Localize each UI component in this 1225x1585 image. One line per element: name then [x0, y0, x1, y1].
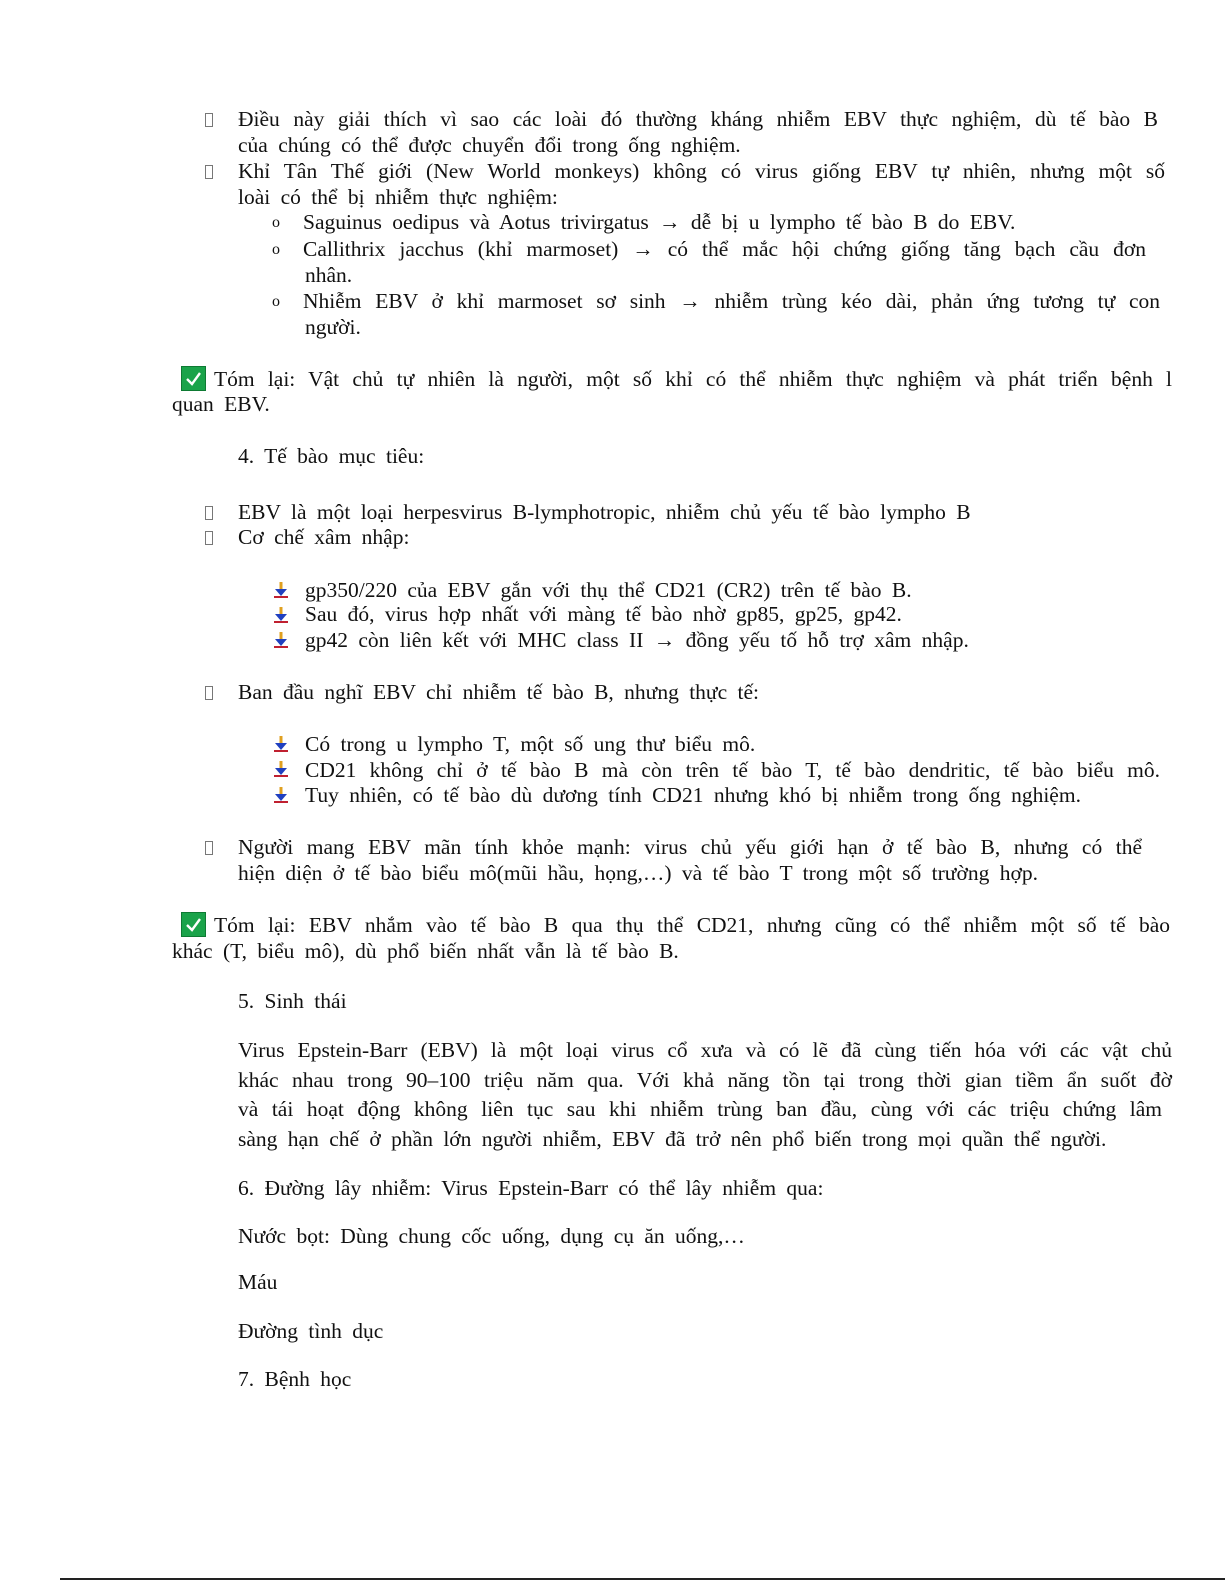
square-bullet-icon: [205, 841, 213, 855]
sub-bullet-text: Callithrix jacchus (khỉ marmoset) → có thể mắc hội chứng giống tăng bạch cầu đơn: [303, 237, 1146, 261]
arrow-bullet-icon: [272, 631, 290, 649]
section-heading: 6. Đường lây nhiễm: Virus Epstein-Barr có thể lây nhiễm qua:: [238, 1176, 824, 1200]
bullet-text: Ban đầu nghĩ EBV chỉ nhiễm tế bào B, nhưng thực tế:: [238, 680, 759, 704]
bullet-text: hiện diện ở tế bào biểu mô(mũi hầu, họng,…) và tế bào T trong một số trường hợp.: [238, 861, 1038, 885]
sub-bullet-text: người.: [305, 315, 361, 339]
summary-text: Tóm lại: Vật chủ tự nhiên là người, một số khỉ có thể nhiễm thực nghiệm và phát triển bệnh l: [214, 367, 1172, 391]
arrow-bullet-icon: [272, 606, 290, 624]
summary-text: Tóm lại: EBV nhắm vào tế bào B qua thụ thể CD21, nhưng cũng có thể nhiễm một số tế bào: [214, 913, 1170, 937]
route-item: Đường tình dục: [238, 1319, 384, 1343]
paragraph-line: Virus Epstein-Barr (EBV) là một loại virus cổ xưa và có lẽ đã cùng tiến hóa với các vật chủ: [238, 1038, 1172, 1062]
bullet-text: EBV là một loại herpesvirus B-lymphotropic, nhiễm chủ yếu tế bào lympho B: [238, 500, 971, 524]
route-item: Máu: [238, 1270, 278, 1294]
arrow-bullet-icon: [272, 581, 290, 599]
green-check-icon: [181, 366, 206, 391]
summary-text: quan EBV.: [172, 392, 270, 416]
square-bullet-icon: [205, 686, 213, 700]
section-heading: 5. Sinh thái: [238, 989, 347, 1013]
sub-bullet-text: Saguinus oedipus và Aotus trivirgatus → dễ bị u lympho tế bào B do EBV.: [303, 210, 1016, 234]
bullet-text: Khỉ Tân Thế giới (New World monkeys) không có virus giống EBV tự nhiên, nhưng một số: [238, 159, 1165, 183]
square-bullet-icon: [205, 113, 213, 127]
paragraph-line: sàng hạn chế ở phần lớn người nhiễm, EBV đã trở nên phổ biến trong mọi quần thể người.: [238, 1127, 1107, 1151]
bullet-text: của chúng có thể được chuyển đổi trong ống nghiệm.: [238, 133, 741, 157]
bullet-text: Cơ chế xâm nhập:: [238, 525, 410, 549]
bullet-text: Điều này giải thích vì sao các loài đó thường kháng nhiễm EBV thực nghiệm, dù tế bào B: [238, 107, 1158, 131]
circle-bullet: o: [272, 214, 280, 231]
summary-text: khác (T, biểu mô), dù phổ biến nhất vẫn là tế bào B.: [172, 939, 679, 963]
square-bullet-icon: [205, 165, 213, 179]
sub-bullet-text: gp350/220 của EBV gắn với thụ thể CD21 (CR2) trên tế bào B.: [305, 578, 912, 602]
arrow-bullet-icon: [272, 735, 290, 753]
sub-bullet-text: Sau đó, virus hợp nhất với màng tế bào nhờ gp85, gp25, gp42.: [305, 602, 902, 626]
sub-bullet-text: nhân.: [305, 263, 353, 287]
square-bullet-icon: [205, 531, 213, 545]
sub-bullet-text: CD21 không chỉ ở tế bào B mà còn trên tế bào T, tế bào dendritic, tế bào biểu mô.: [305, 758, 1160, 782]
paragraph-line: và tái hoạt động không liên tục sau khi nhiễm trùng ban đầu, cùng với các triệu chứng lâm: [238, 1097, 1162, 1121]
sub-bullet-text: Nhiễm EBV ở khỉ marmoset sơ sinh → nhiễm trùng kéo dài, phản ứng tương tự con: [303, 289, 1160, 313]
section-heading: 7. Bệnh học: [238, 1367, 352, 1391]
route-item: Nước bọt: Dùng chung cốc uống, dụng cụ ăn uống,…: [238, 1224, 745, 1248]
bullet-text: Người mang EBV mãn tính khỏe mạnh: virus chủ yếu giới hạn ở tế bào B, nhưng có thể: [238, 835, 1142, 859]
green-check-icon: [181, 912, 206, 937]
circle-bullet: o: [272, 293, 280, 310]
sub-bullet-text: Tuy nhiên, có tế bào dù dương tính CD21 nhưng khó bị nhiễm trong ống nghiệm.: [305, 783, 1081, 807]
arrow-bullet-icon: [272, 760, 290, 778]
circle-bullet: o: [272, 241, 280, 258]
paragraph-line: khác nhau trong 90–100 triệu năm qua. Với khả năng tồn tại trong thời gian tiềm ẩn suốt đờ: [238, 1068, 1172, 1092]
bullet-text: loài có thể bị nhiễm thực nghiệm:: [238, 185, 558, 209]
arrow-bullet-icon: [272, 786, 290, 804]
section-heading: 4. Tế bào mục tiêu:: [238, 444, 425, 468]
square-bullet-icon: [205, 506, 213, 520]
sub-bullet-text: Có trong u lympho T, một số ung thư biểu mô.: [305, 732, 756, 756]
page-bottom-rule: [60, 1578, 1225, 1580]
sub-bullet-text: gp42 còn liên kết với MHC class II → đồng yếu tố hỗ trợ xâm nhập.: [305, 628, 969, 652]
